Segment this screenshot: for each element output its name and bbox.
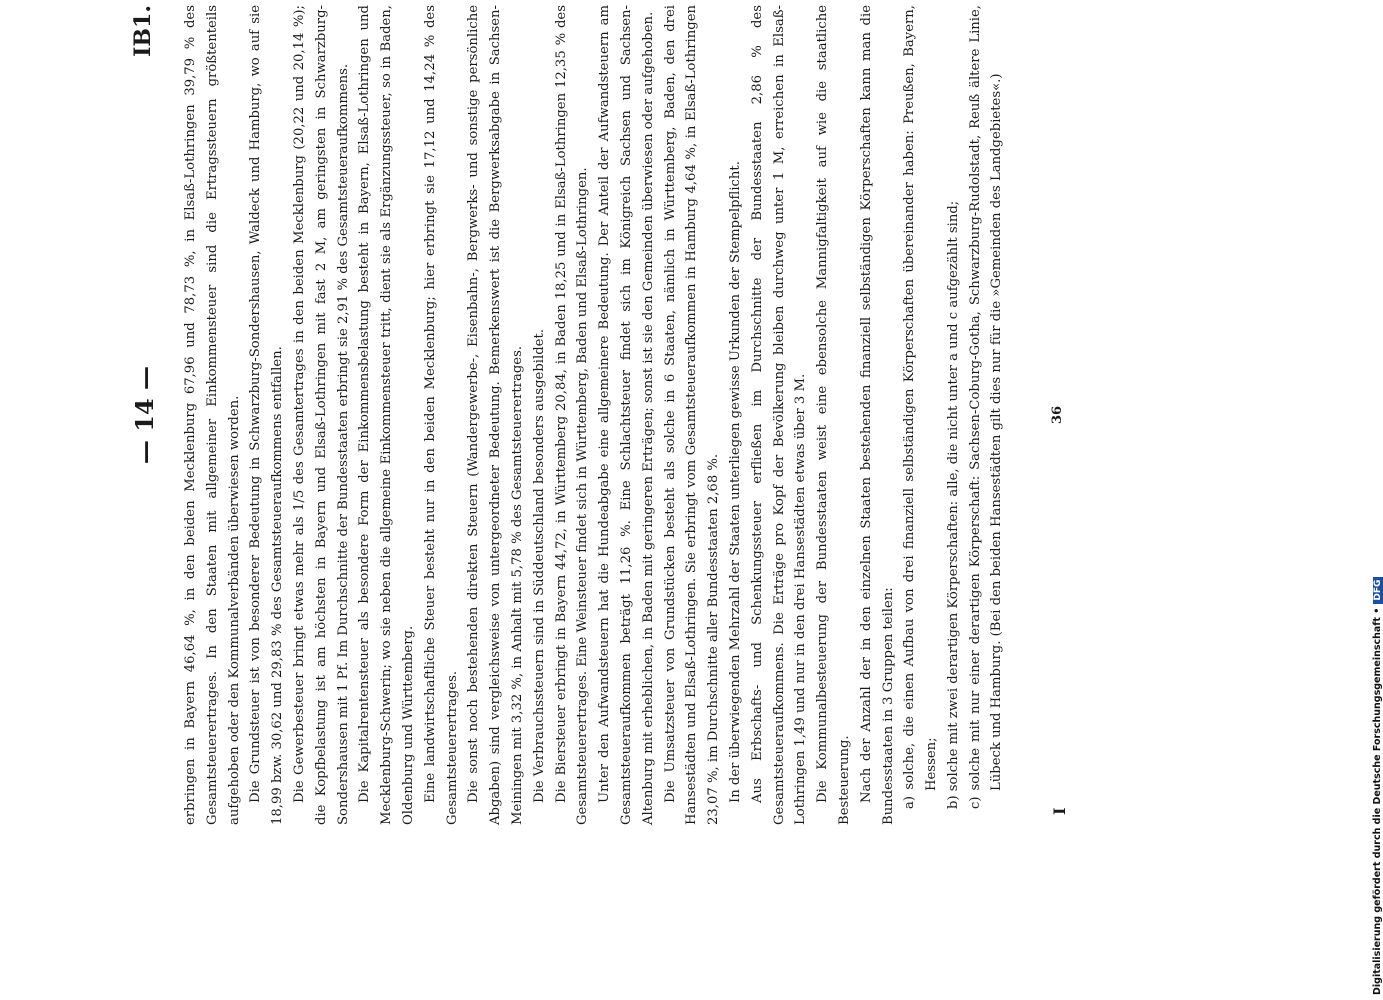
rotated-page-content [120, 5, 1120, 825]
paragraph: Die Grundsteuer ist von besonderer Bedeutung in Schwarzburg-Sondershausen, Waldeck und Hamburg, wo auf sie 18,99 bzw. 30,62 und 29,83 % des Gesamtsteueraufkommens entfallen. [248, 5, 286, 825]
list-item: c) solche mit nur einer derartigen Körperschaft: Sachsen-Coburg-Gotha, Schwarzburg-Rudolstadt, Reuß ältere Linie, Lübeck und Hamburg. (Bei den beiden Hansestädten gilt dies nur für die »Gemeinden des Landgebietes«.) [967, 5, 1005, 809]
paragraph: Die Gewerbesteuer bringt etwas mehr als 1/5 des Gesamtertrages in den beiden Mecklenburg (20,22 und 20,14 %); die Kopfbelastung ist am höchsten in Bayern und Elsaß-Lothringen mit fast 2 M, am geringsten in Schwarzburg-Sondershausen mit 1 Pf. Im Durchschnitte der Bundesstaaten erbringt sie 2,91 % des Gesamtsteueraufkommens. [291, 5, 351, 825]
paragraph: Die Kommunalbesteuerung der Bundesstaaten weist eine ebensolche Mannigfaltigkeit auf wie die staatliche Besteuerung. [815, 5, 852, 825]
digitization-credit [1368, 0, 1383, 1000]
dfg-logo-icon: DFG [1373, 577, 1383, 604]
paragraph: erbringen in Bayern 46,64 %, in den beiden Mecklenburg 67,96 und 78,73 %, in Elsaß-Lothringen 39,79 % des Gesamtsteuerertrages. In den Staaten mit allgemeiner Einkommensteuer sind die Ertragssteuern größtenteils aufgehoben oder den Kommunalverbänden überwiesen worden. [183, 5, 242, 825]
credit-text: Digitalisierung gefördert durch die Deutsche Forschungsgemeinschaft • [1372, 607, 1383, 995]
paragraph: In der überwiegenden Mehrzahl der Staaten unterliegen gewisse Urkunden der Stempelpflicht. [727, 161, 743, 803]
page-number: — 14 — [130, 365, 159, 465]
paragraph: Eine landwirtschaftliche Steuer besteht nur in den beiden Mecklenburg; hier erbringt sie 17,12 und 14,24 % des Gesamtsteuerertrages. [422, 5, 460, 825]
list-item: b) solche mit zwei derartigen Körperschaften: alle, die nicht unter a und c aufgezählt sind; [945, 200, 961, 809]
section-mark: IB1. [130, 5, 156, 57]
page-header [130, 5, 170, 825]
paragraph: Die Verbrauchssteuern sind in Süddeutschland besonders ausgebildet. [531, 329, 547, 803]
paragraph: Die Kapitalrentensteuer als besondere Form der Einkommensbelastung besteht in Bayern, Elsaß-Lothringen und Mecklenburg-Schwerin; wo sie neben die allgemeine Einkommensteuer tritt, dient sie als Ergänzungssteuer, so in Baden, Oldenburg und Württemberg. [357, 5, 416, 825]
body-text [180, 5, 1008, 825]
footer-page-code: 36 [1050, 405, 1065, 425]
paragraph: Die Biersteuer erbringt in Bayern 44,72, in Württemberg 20,84, in Baden 18,25 und in Elsaß-Lothringen 12,35 % des Gesamtsteuerertrages. Eine Weinsteuer findet sich in Württemberg, Baden und Elsaß-Lothringen. [553, 5, 591, 825]
footer-left-mark: I [1050, 807, 1069, 815]
paragraph: Aus Erbschafts- und Schenkungssteuer erfließen im Durchschnitte der Bundesstaaten 2,86 % des Gesamtsteueraufkommens. Die Erträge pro Kopf der Bevölkerung bleiben durchweg unter 1 M, erreichen in Elsaß-Lothringen 1,49 und nur in den drei Hansestädten etwas über 3 M. [749, 5, 809, 825]
paragraph: Nach der Anzahl der in den einzelnen Staaten bestehenden finanziell selbständigen Körperschaften kann man die Bundesstaaten in 3 Gruppen teilen: [858, 5, 896, 825]
paragraph: Unter den Aufwandsteuern hat die Hundeabgabe eine allgemeinere Bedeutung. Der Anteil der Aufwandsteuern am Gesamtsteueraufkommen beträgt 11,26 %. Eine Schlachtsteuer findet sich im Königreich Sachsen und Sachsen-Altenburg mit erheblichen, in Baden mit geringeren Erträgen; sonst ist sie den Gemeinden überwiesen oder aufgehoben. [597, 5, 656, 825]
paragraph: Die sonst noch bestehenden direkten Steuern (Wandergewerbe-, Eisenbahn-, Bergwerks- und sonstige persönliche Abgaben) sind vergleichsweise von untergeordneter Bedeutung. Bemerkenswert ist die Bergwerksabgabe in Sachsen-Meiningen mit 3,32 %, in Anhalt mit 5,78 % des Gesamtsteuerertrages. [466, 5, 525, 825]
list-item: a) solche, die einen Aufbau von drei finanziell selbständigen Körperschaften übereinander haben: Preußen, Bayern, Hessen; [902, 5, 940, 809]
paragraph: Die Umsatzsteuer von Grundstücken besteht als solche in 6 Staaten, nämlich in Württemberg, Baden, den drei Hansestädten und Elsaß-Lothringen. Sie erbringt vom Gesamtsteueraufkommen in Hamburg 4,64 %, in Elsaß-Lothringen 23,07 %, im Durchschnitte aller Bundesstaaten 2,68 %. [662, 5, 722, 825]
